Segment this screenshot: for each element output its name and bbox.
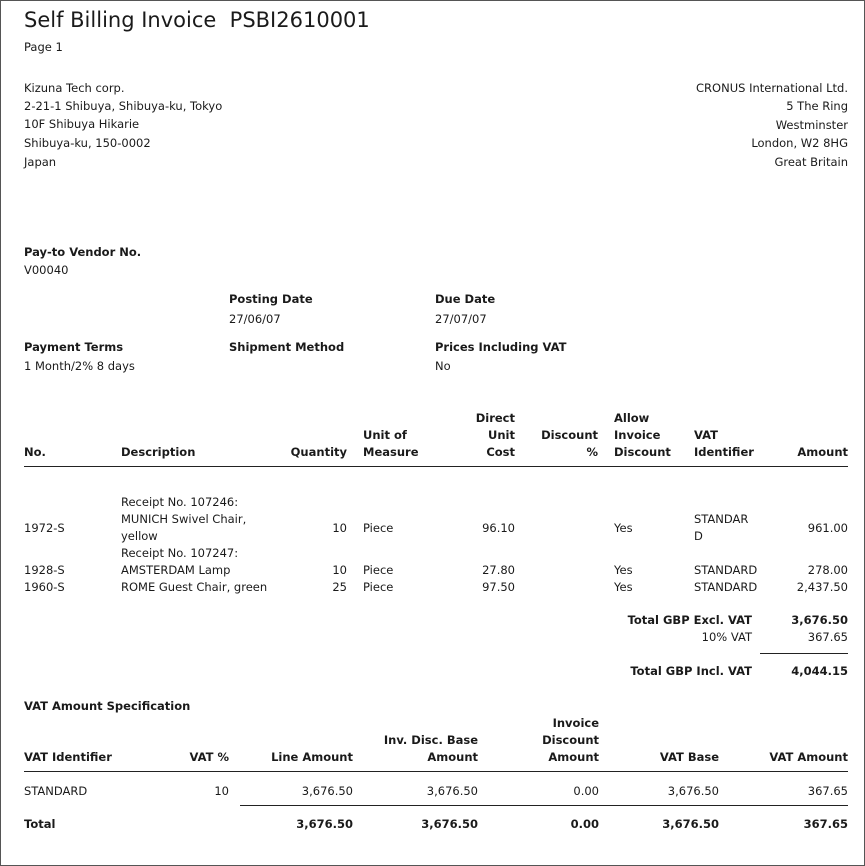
item-unit-cost: 97.50 (482, 580, 515, 594)
col-inv-disc-base-line2: Amount (427, 750, 478, 764)
page-number: Page 1 (24, 40, 63, 54)
vat-spec-total-rule (240, 805, 848, 806)
inv-disc-base: 3,676.50 (426, 784, 478, 798)
col-cost-line1: Direct (475, 411, 515, 425)
vat-spec-header-rule (24, 771, 848, 772)
receipt-label: Receipt No. 107246: (121, 495, 239, 509)
company-address-line: Westminster (775, 118, 848, 132)
vat-pct: 10 (214, 784, 229, 798)
payment-terms-value: 1 Month/2% 8 days (24, 359, 135, 373)
vat-rate-value: 367.65 (807, 630, 848, 644)
prices-incl-vat-value: No (435, 359, 451, 373)
item-unit-cost: 96.10 (482, 521, 515, 535)
col-amount: Amount (797, 445, 848, 459)
col-vat-pct: VAT % (189, 750, 229, 764)
total-invoice-discount: 0.00 (570, 817, 599, 831)
col-discount-line1: Discount (541, 428, 598, 442)
vendor-address-line: 2-21-1 Shibuya, Shibuya-ku, Tokyo (24, 99, 223, 113)
col-uom-line2: Measure (363, 445, 419, 459)
receipt-label: Receipt No. 107247: (121, 546, 239, 560)
col-allow-line3: Discount (614, 445, 671, 459)
col-vat-identifier: VAT Identifier (24, 750, 112, 764)
due-date-value: 27/07/07 (435, 312, 487, 326)
col-inv-disc-base-line1: Inv. Disc. Base (383, 733, 478, 747)
item-uom: Piece (363, 563, 394, 577)
title-text: Self Billing Invoice (24, 8, 217, 32)
col-description: Description (121, 445, 196, 459)
total-incl-vat-value: 4,044.15 (791, 664, 848, 678)
col-quantity: Quantity (290, 445, 347, 459)
col-allow-line2: Invoice (614, 428, 661, 442)
vat-identifier: STANDARD (24, 784, 88, 798)
totals-rule (760, 653, 848, 654)
due-date-label: Due Date (435, 292, 496, 306)
total-line-amount: 3,676.50 (296, 817, 353, 831)
col-allow-line1: Allow (614, 411, 650, 425)
company-address-line: 5 The Ring (786, 99, 848, 113)
company-address-line: London, W2 8HG (751, 136, 848, 150)
document-title (24, 6, 370, 34)
item-no: 1960-S (24, 580, 65, 594)
col-no: No. (24, 445, 46, 459)
item-vat-identifier: STANDARD (694, 563, 758, 577)
item-quantity: 25 (332, 580, 347, 594)
item-amount: 278.00 (807, 563, 848, 577)
item-allow-discount: Yes (614, 521, 633, 535)
item-description: ROME Guest Chair, green (121, 580, 268, 594)
shipment-method-label: Shipment Method (229, 340, 345, 354)
total-vat-base: 3,676.50 (662, 817, 719, 831)
item-allow-discount: Yes (614, 580, 633, 594)
col-invoice-discount-line1: Invoice (552, 716, 599, 730)
company-address-line: Great Britain (774, 155, 848, 169)
item-quantity: 10 (332, 563, 347, 577)
posting-date-value: 27/06/07 (229, 312, 281, 326)
vendor-address-line: Japan (24, 155, 57, 169)
item-allow-discount: Yes (614, 563, 633, 577)
table-header-rule (24, 466, 848, 467)
item-quantity: 10 (332, 521, 347, 535)
vat-base: 3,676.50 (667, 784, 719, 798)
total-excl-vat-value: 3,676.50 (791, 613, 848, 627)
item-unit-cost: 27.80 (482, 563, 515, 577)
item-vat-identifier-cont: D (694, 529, 703, 543)
payment-terms-label: Payment Terms (24, 340, 124, 354)
prices-incl-vat-label: Prices Including VAT (435, 340, 567, 354)
vendor-address-line: Shibuya-ku, 150-0002 (24, 136, 151, 150)
vendor-address-line: 10F Shibuya Hikarie (24, 117, 140, 131)
total-inv-disc-base: 3,676.50 (421, 817, 478, 831)
col-vat-base: VAT Base (659, 750, 719, 764)
total-incl-vat-label: Total GBP Incl. VAT (630, 664, 752, 678)
col-cost-line2: Unit (488, 428, 515, 442)
col-invoice-discount-line3: Amount (548, 750, 599, 764)
vendor-address-line: Kizuna Tech corp. (24, 81, 125, 95)
item-amount: 961.00 (807, 521, 848, 535)
col-vat-line2: Identifier (694, 445, 754, 459)
vat-rate-label: 10% VAT (701, 630, 752, 644)
posting-date-label: Posting Date (229, 292, 313, 306)
col-invoice-discount-line2: Discount (542, 733, 599, 747)
item-vat-identifier: STANDAR (694, 512, 749, 526)
total-vat-amount: 367.65 (803, 817, 848, 831)
line-amount: 3,676.50 (301, 784, 353, 798)
col-vat-line1: VAT (694, 428, 718, 442)
col-cost-line3: Cost (486, 445, 515, 459)
col-discount-line2: % (586, 445, 598, 459)
vat-amount: 367.65 (807, 784, 848, 798)
item-description: AMSTERDAM Lamp (121, 563, 231, 577)
item-amount: 2,437.50 (796, 580, 848, 594)
item-no: 1972-S (24, 521, 65, 535)
vat-spec-title: VAT Amount Specification (24, 699, 191, 713)
invoice-discount: 0.00 (573, 784, 599, 798)
item-vat-identifier: STANDARD (694, 580, 758, 594)
pay-to-vendor-label: Pay-to Vendor No. (24, 245, 142, 259)
item-description-cont: yellow (121, 529, 158, 543)
item-uom: Piece (363, 521, 394, 535)
col-uom-line1: Unit of (363, 428, 407, 442)
item-no: 1928-S (24, 563, 65, 577)
col-vat-amount: VAT Amount (769, 750, 848, 764)
company-address-line: CRONUS International Ltd. (696, 81, 848, 95)
col-line-amount: Line Amount (271, 750, 353, 764)
pay-to-vendor-value: V00040 (24, 263, 69, 277)
item-description: MUNICH Swivel Chair, (121, 512, 247, 526)
total-excl-vat-label: Total GBP Excl. VAT (627, 613, 752, 627)
item-uom: Piece (363, 580, 394, 594)
total-label: Total (24, 817, 56, 831)
invoice-number: PSBI2610001 (229, 8, 370, 32)
